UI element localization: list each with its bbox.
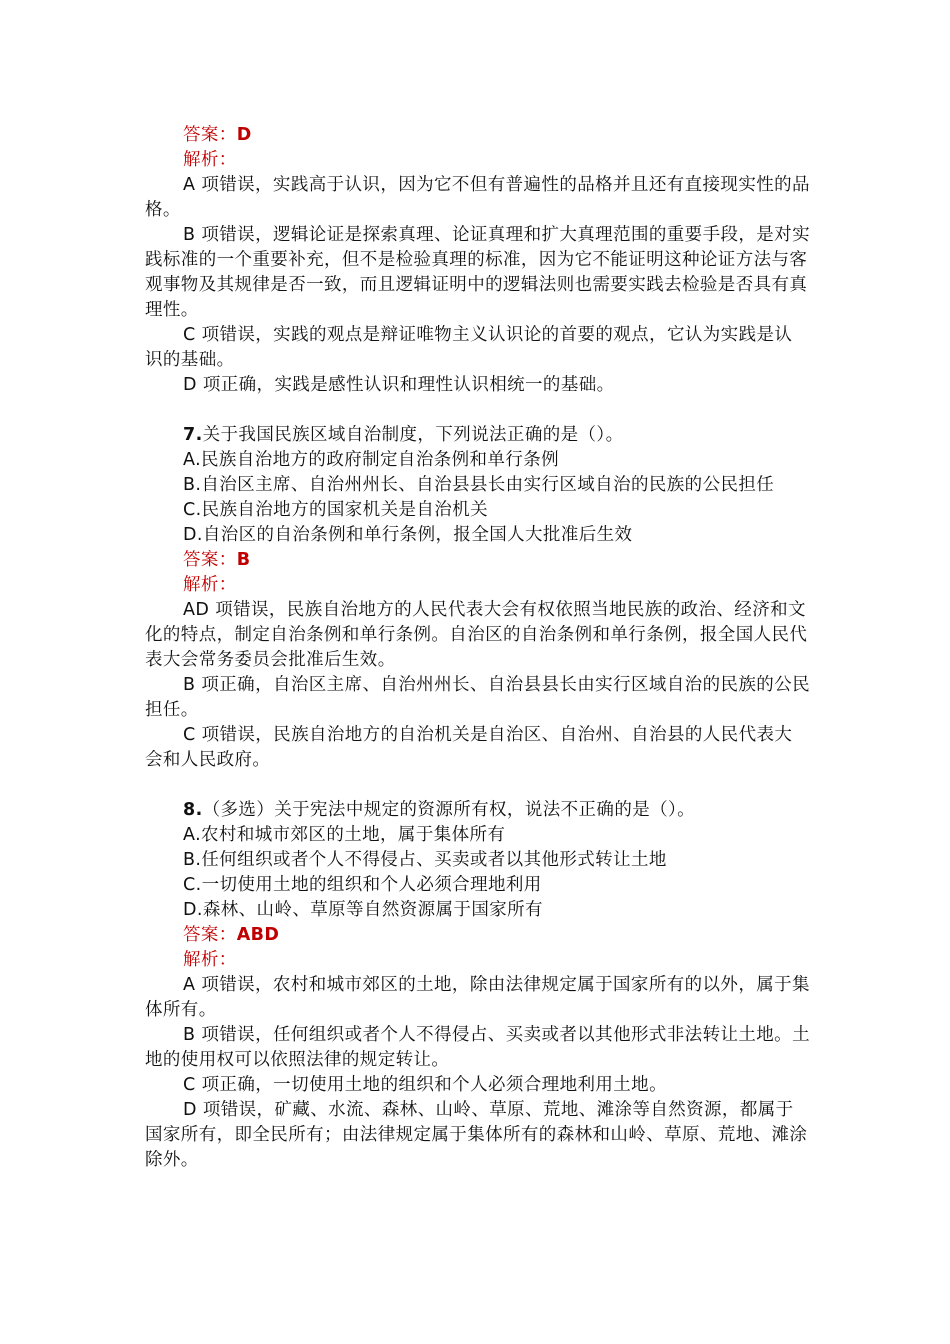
question-number: 7. bbox=[183, 425, 203, 445]
answer-label: 答案： bbox=[183, 125, 237, 145]
option-d: D.森林、山岭、草原等自然资源属于国家所有 bbox=[183, 900, 543, 920]
option-a: A.农村和城市郊区的土地，属于集体所有 bbox=[183, 825, 506, 845]
answer-value: B bbox=[236, 550, 251, 570]
answer-line bbox=[145, 123, 810, 148]
question-stem bbox=[145, 798, 810, 823]
answer-value: D bbox=[236, 125, 252, 145]
spacer bbox=[145, 398, 810, 423]
analysis-label: 解析： bbox=[183, 150, 237, 170]
analysis-paragraph: B 项正确，自治区主席、自治州州长、自治县县长由实行区域自治的民族的公民担任。 bbox=[145, 675, 810, 720]
analysis-label: 解析： bbox=[183, 950, 237, 970]
question-stem bbox=[145, 423, 810, 448]
option-d: D.自治区的自治条例和单行条例，报全国人大批准后生效 bbox=[183, 525, 633, 545]
option-b: B.任何组织或者个人不得侵占、买卖或者以其他形式转让土地 bbox=[183, 850, 667, 870]
spacer bbox=[145, 773, 810, 798]
analysis-paragraph: B 项错误，逻辑论证是探索真理、论证真理和扩大真理范围的重要手段，是对实践标准的一个重要补充，但不是检验真理的标准，因为它不能证明这种论证方法与客观事物及其规律是否一致，而且逻辑证明中的逻辑法则也需要实践去检验是否具有真理性。 bbox=[145, 225, 810, 320]
answer-label: 答案： bbox=[183, 925, 237, 945]
analysis-label: 解析： bbox=[183, 575, 237, 595]
document-content bbox=[145, 123, 810, 1173]
option-b: B.自治区主席、自治州州长、自治县县长由实行区域自治的民族的公民担任 bbox=[183, 475, 775, 495]
question-number: 8. bbox=[183, 800, 203, 820]
analysis-paragraph: D 项错误，矿藏、水流、森林、山岭、草原、荒地、滩涂等自然资源，都属于国家所有，即全民所有；由法律规定属于集体所有的森林和山岭、草原、荒地、滩涂除外。 bbox=[145, 1100, 808, 1170]
option-c: C.民族自治地方的国家机关是自治机关 bbox=[183, 500, 488, 520]
analysis-paragraph: AD 项错误，民族自治地方的人民代表大会有权依照当地民族的政治、经济和文化的特点，制定自治条例和单行条例。自治区的自治条例和单行条例，报全国人民代表大会常务委员会批准后生效。 bbox=[145, 600, 808, 670]
answer-line bbox=[145, 548, 810, 573]
question-text: 关于我国民族区域自治制度，下列说法正确的是（）。 bbox=[202, 425, 624, 445]
answer-label: 答案： bbox=[183, 550, 237, 570]
analysis-paragraph: B 项错误，任何组织或者个人不得侵占、买卖或者以其他形式非法转让土地。土地的使用权可以依照法律的规定转让。 bbox=[145, 1025, 810, 1070]
answer-value: ABD bbox=[236, 925, 280, 945]
analysis-paragraph: D 项正确，实践是感性认识和理性认识相统一的基础。 bbox=[183, 375, 615, 395]
analysis-paragraph: A 项错误，实践高于认识，因为它不但有普遍性的品格并且还有直接现实性的品格。 bbox=[145, 175, 810, 220]
question-text: （多选）关于宪法中规定的资源所有权，说法不正确的是（）。 bbox=[202, 800, 696, 820]
option-a: A.民族自治地方的政府制定自治条例和单行条例 bbox=[183, 450, 560, 470]
option-c: C.一切使用土地的组织和个人必须合理地利用 bbox=[183, 875, 542, 895]
analysis-paragraph: A 项错误，农村和城市郊区的土地，除由法律规定属于国家所有的以外，属于集体所有。 bbox=[145, 975, 810, 1020]
analysis-paragraph: C 项错误，实践的观点是辩证唯物主义认识论的首要的观点，它认为实践是认识的基础。 bbox=[145, 325, 793, 370]
analysis-paragraph: C 项正确，一切使用土地的组织和个人必须合理地利用土地。 bbox=[183, 1075, 667, 1095]
analysis-paragraph: C 项错误，民族自治地方的自治机关是自治区、自治州、自治县的人民代表大会和人民政府。 bbox=[145, 725, 793, 770]
answer-line bbox=[145, 923, 810, 948]
